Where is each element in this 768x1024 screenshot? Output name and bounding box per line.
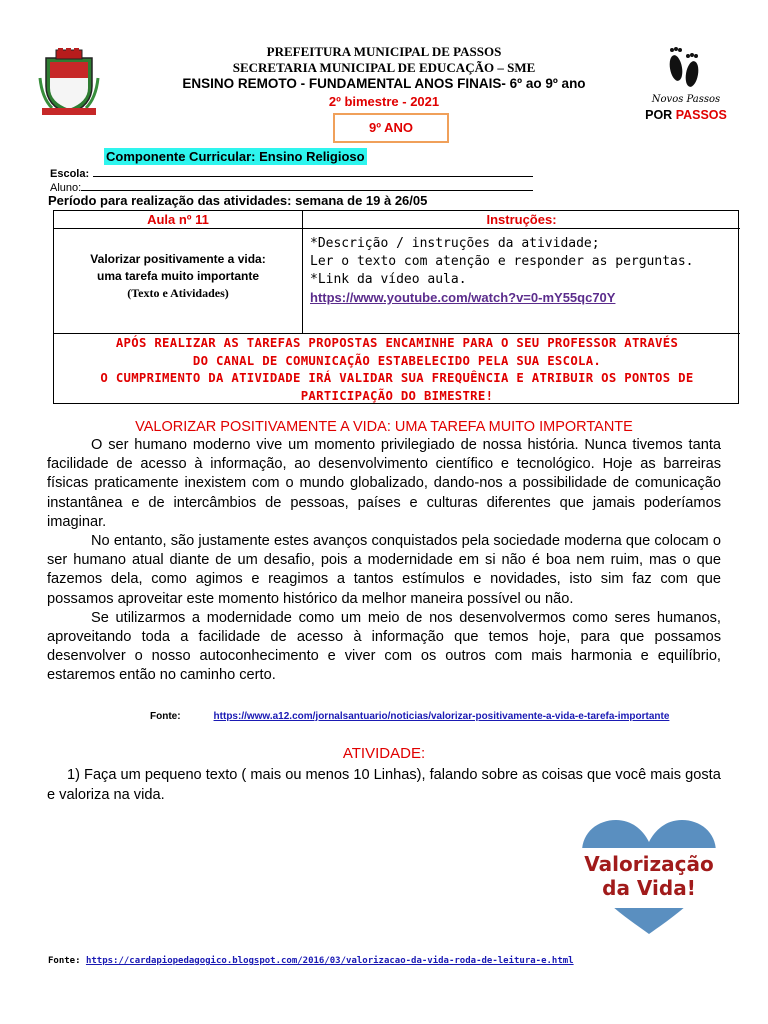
- escola-field[interactable]: [50, 166, 533, 180]
- image-source-link[interactable]: https://cardapiopedagogico.blogspot.com/2016/03/valorizacao-da-vida-roda-de-leitura-e.html: [85, 956, 574, 966]
- aluno-label: Aluno:: [50, 182, 82, 194]
- periodo-atividades: Período para realização das atividades: semana de 19 à 26/05: [48, 193, 428, 208]
- grade-box: 9º ANO: [333, 113, 449, 143]
- article-source-label: Fonte:: [150, 711, 181, 722]
- article-source: [150, 711, 669, 722]
- header-bimestre: 2º bimestre - 2021: [328, 94, 440, 109]
- componente-curricular: Componente Curricular: Ensino Religioso: [106, 149, 365, 164]
- article-source-link[interactable]: https://www.a12.com/jornalsantuario/noticias/valorizar-positivamente-a-vida-e-tarefa-importante: [213, 711, 670, 722]
- instruction-line-2: Ler o texto com atenção e responder as perguntas.: [310, 254, 694, 269]
- header-prefeitura: PREFEITURA MUNICIPAL DE PASSOS: [266, 44, 502, 59]
- escola-label: Escola:: [50, 168, 90, 180]
- warning-line-2: DO CANAL DE COMUNICAÇÃO ESTABELECIDO PELA SUA ESCOLA.: [192, 353, 602, 368]
- lesson-line-3: (Texto e Atividades): [127, 286, 229, 300]
- atividade-question: 1) Faça um pequeno texto ( mais ou menos 10 Linhas), falando sobre as coisas que você mais gosta e valoriza na vida.: [47, 767, 721, 803]
- escola-line[interactable]: [93, 166, 533, 177]
- instructions-cell: [310, 235, 694, 308]
- video-link[interactable]: https://www.youtube.com/watch?v=0-mY55qc70Y: [310, 290, 616, 305]
- heart-line-2: da Vida!: [602, 876, 696, 900]
- header-secretaria: SECRETARIA MUNICIPAL DE EDUCAÇÃO – SME: [232, 60, 536, 75]
- lesson-line-1: Valorizar positivamente a vida:: [90, 252, 266, 266]
- novos-passos-logo: [636, 40, 736, 126]
- warning-line-1: APÓS REALIZAR AS TAREFAS PROPOSTAS ENCAMINHE PARA O SEU PROFESSOR ATRAVÉS: [115, 336, 679, 350]
- article-body: [47, 436, 721, 686]
- header-ensino-remoto: ENSINO REMOTO - FUNDAMENTAL ANOS FINAIS- 6º ao 9º ano: [182, 76, 586, 91]
- warning-line-4: PARTICIPAÇÃO DO BIMESTRE!: [300, 388, 494, 403]
- instruction-line-3: *Link da vídeo aula.: [310, 272, 467, 287]
- warning-line-3: O CUMPRIMENTO DA ATIVIDADE IRÁ VALIDAR SUA FREQUÊNCIA E ATRIBUIR OS PONTOS DE: [100, 371, 694, 385]
- instruction-line-1: *Descrição / instruções da atividade;: [310, 236, 600, 251]
- logo-bottom-text: POR PASSOS: [645, 108, 727, 122]
- image-source: [48, 956, 574, 966]
- atividade-title: ATIVIDADE:: [342, 745, 426, 762]
- heart-line-1: Valorização: [584, 852, 714, 876]
- aluno-field[interactable]: [50, 180, 533, 194]
- lesson-title-cell: [54, 251, 302, 302]
- submission-warning: [54, 335, 740, 405]
- article-title: VALORIZAR POSITIVAMENTE A VIDA: UMA TAREFA MUITO IMPORTANTE: [135, 419, 633, 435]
- article-paragraph-1: O ser humano moderno vive um momento privilegiado de nossa história. Nunca tivemos tanta facilidade de acesso à informação, ao desenvolvimento científico e tecnológico. Hoje as barreiras físicas praticamente inexistem com o mundo globalizado, dando-nos a possibilidade de comunicação instantânea e de intercâmbios de pessoas, países e culturas diferentes que jamais poderíamos imaginar.: [47, 437, 721, 530]
- article-paragraph-3: Se utilizarmos a modernidade como um meio de nos desenvolvermos como seres humanos, aproveitando toda a facilidade de acesso à informação que temos hoje, para que possamos desenvolver o nosso autoconhecimento e viver com os outros com mais harmonia e equilíbrio, estaremos então no caminho certo.: [47, 609, 721, 684]
- logo-top-text: Novos Passos: [651, 94, 721, 105]
- aula-number: Aula nº 11: [147, 212, 209, 227]
- footprints-icon: [636, 40, 736, 96]
- instrucoes-header: Instruções:: [486, 212, 557, 227]
- valorizacao-heart-image: [578, 818, 720, 936]
- image-source-label: Fonte:: [48, 956, 81, 966]
- aluno-line[interactable]: [81, 180, 533, 191]
- lesson-table: [53, 210, 739, 404]
- lesson-line-2: uma tarefa muito importante: [96, 269, 260, 283]
- article-paragraph-2: No entanto, são justamente estes avanços conquistados pela sociedade moderna que colocam o ser humano atual diante de um desafio, pois a modernidade em si não é boa nem ruim, mas o que fazemos dela, como agimos e reagimos a tantos estímulos e novidades, isto sim faz com que possamos aproveitar este momento histórico da melhor maneira possível ou não.: [47, 533, 721, 607]
